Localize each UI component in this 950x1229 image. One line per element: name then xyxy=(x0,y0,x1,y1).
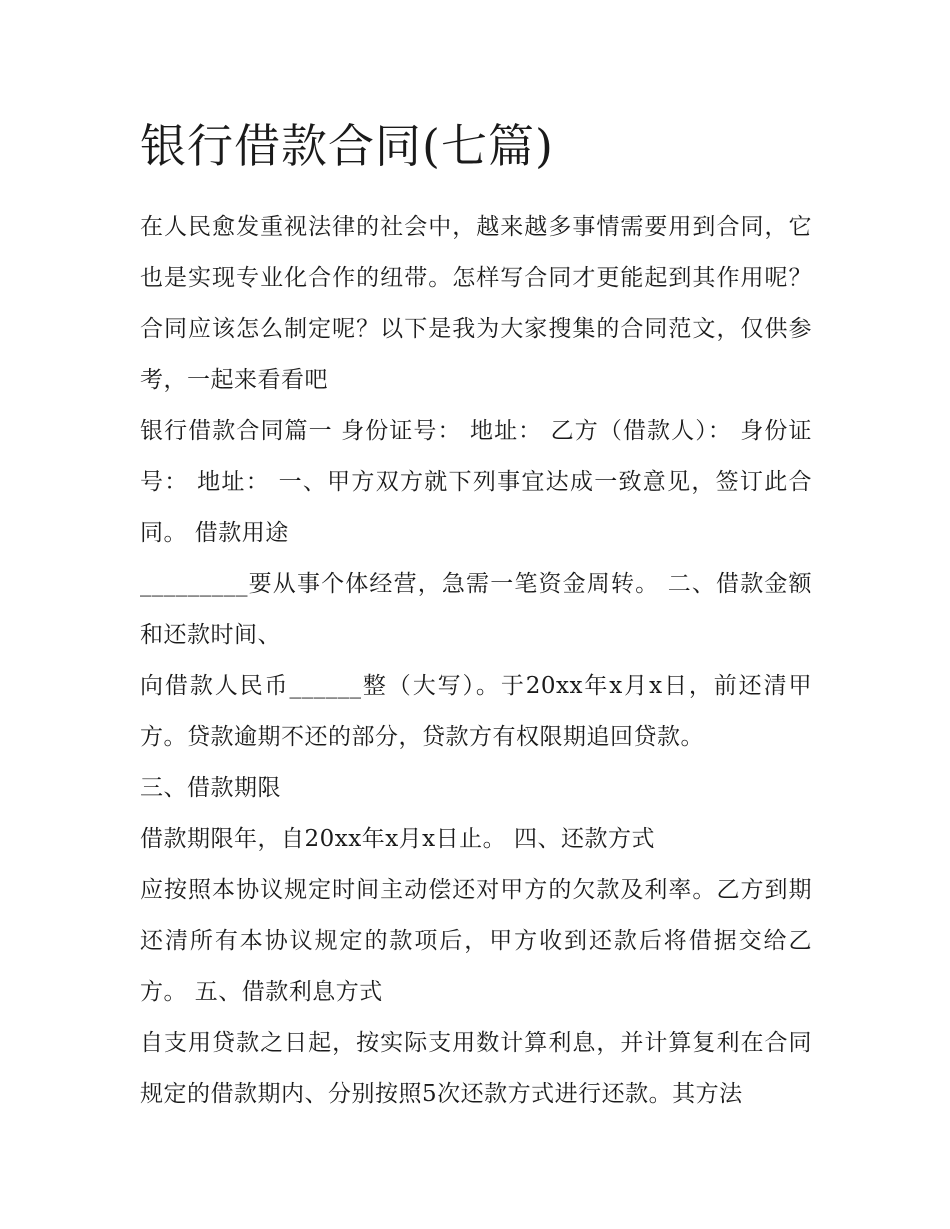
repayment-paragraph: 应按照本协议规定时间主动偿还对甲方的欠款及利率。乙方到期还清所有本协议规定的款项后，甲方收到还款后将借据交给乙方。 五、借款利息方式 xyxy=(140,877,812,1005)
loan-amount-paragraph: 向借款人民币______整（大写）。于20xx年x月x日，前还清甲方。贷款逾期不还的部分，贷款方有权限期追回贷款。 xyxy=(140,673,812,750)
interest-paragraph: 自支用贷款之日起，按实际支用数计算利息，并计算复利在合同规定的借款期内、分别按照5次还款方式进行还款。其方法 xyxy=(140,1030,812,1107)
document-body xyxy=(140,202,812,1120)
loan-purpose-paragraph: _________要从事个体经营，急需一笔资金周转。 二、借款金额和还款时间、 xyxy=(140,571,812,648)
contract-parties-paragraph: 银行借款合同篇一 身份证号： 地址： 乙方（借款人）： 身份证号： 地址： 一、甲方双方就下列事宜达成一致意见，签订此合同。 借款用途 xyxy=(140,418,812,546)
document-title: 银行借款合同(七篇) xyxy=(140,119,554,173)
intro-paragraph: 在人民愈发重视法律的社会中，越来越多事情需要用到合同，它也是实现专业化合作的纽带。怎样写合同才更能起到其作用呢？合同应该怎么制定呢？以下是我为大家搜集的合同范文，仅供参考，一起来看看吧 xyxy=(140,214,812,393)
loan-term-heading: 三、借款期限 xyxy=(140,775,281,801)
document-page xyxy=(140,112,812,1120)
loan-term-paragraph: 借款期限年，自20xx年x月x日止。 四、还款方式 xyxy=(140,826,655,852)
